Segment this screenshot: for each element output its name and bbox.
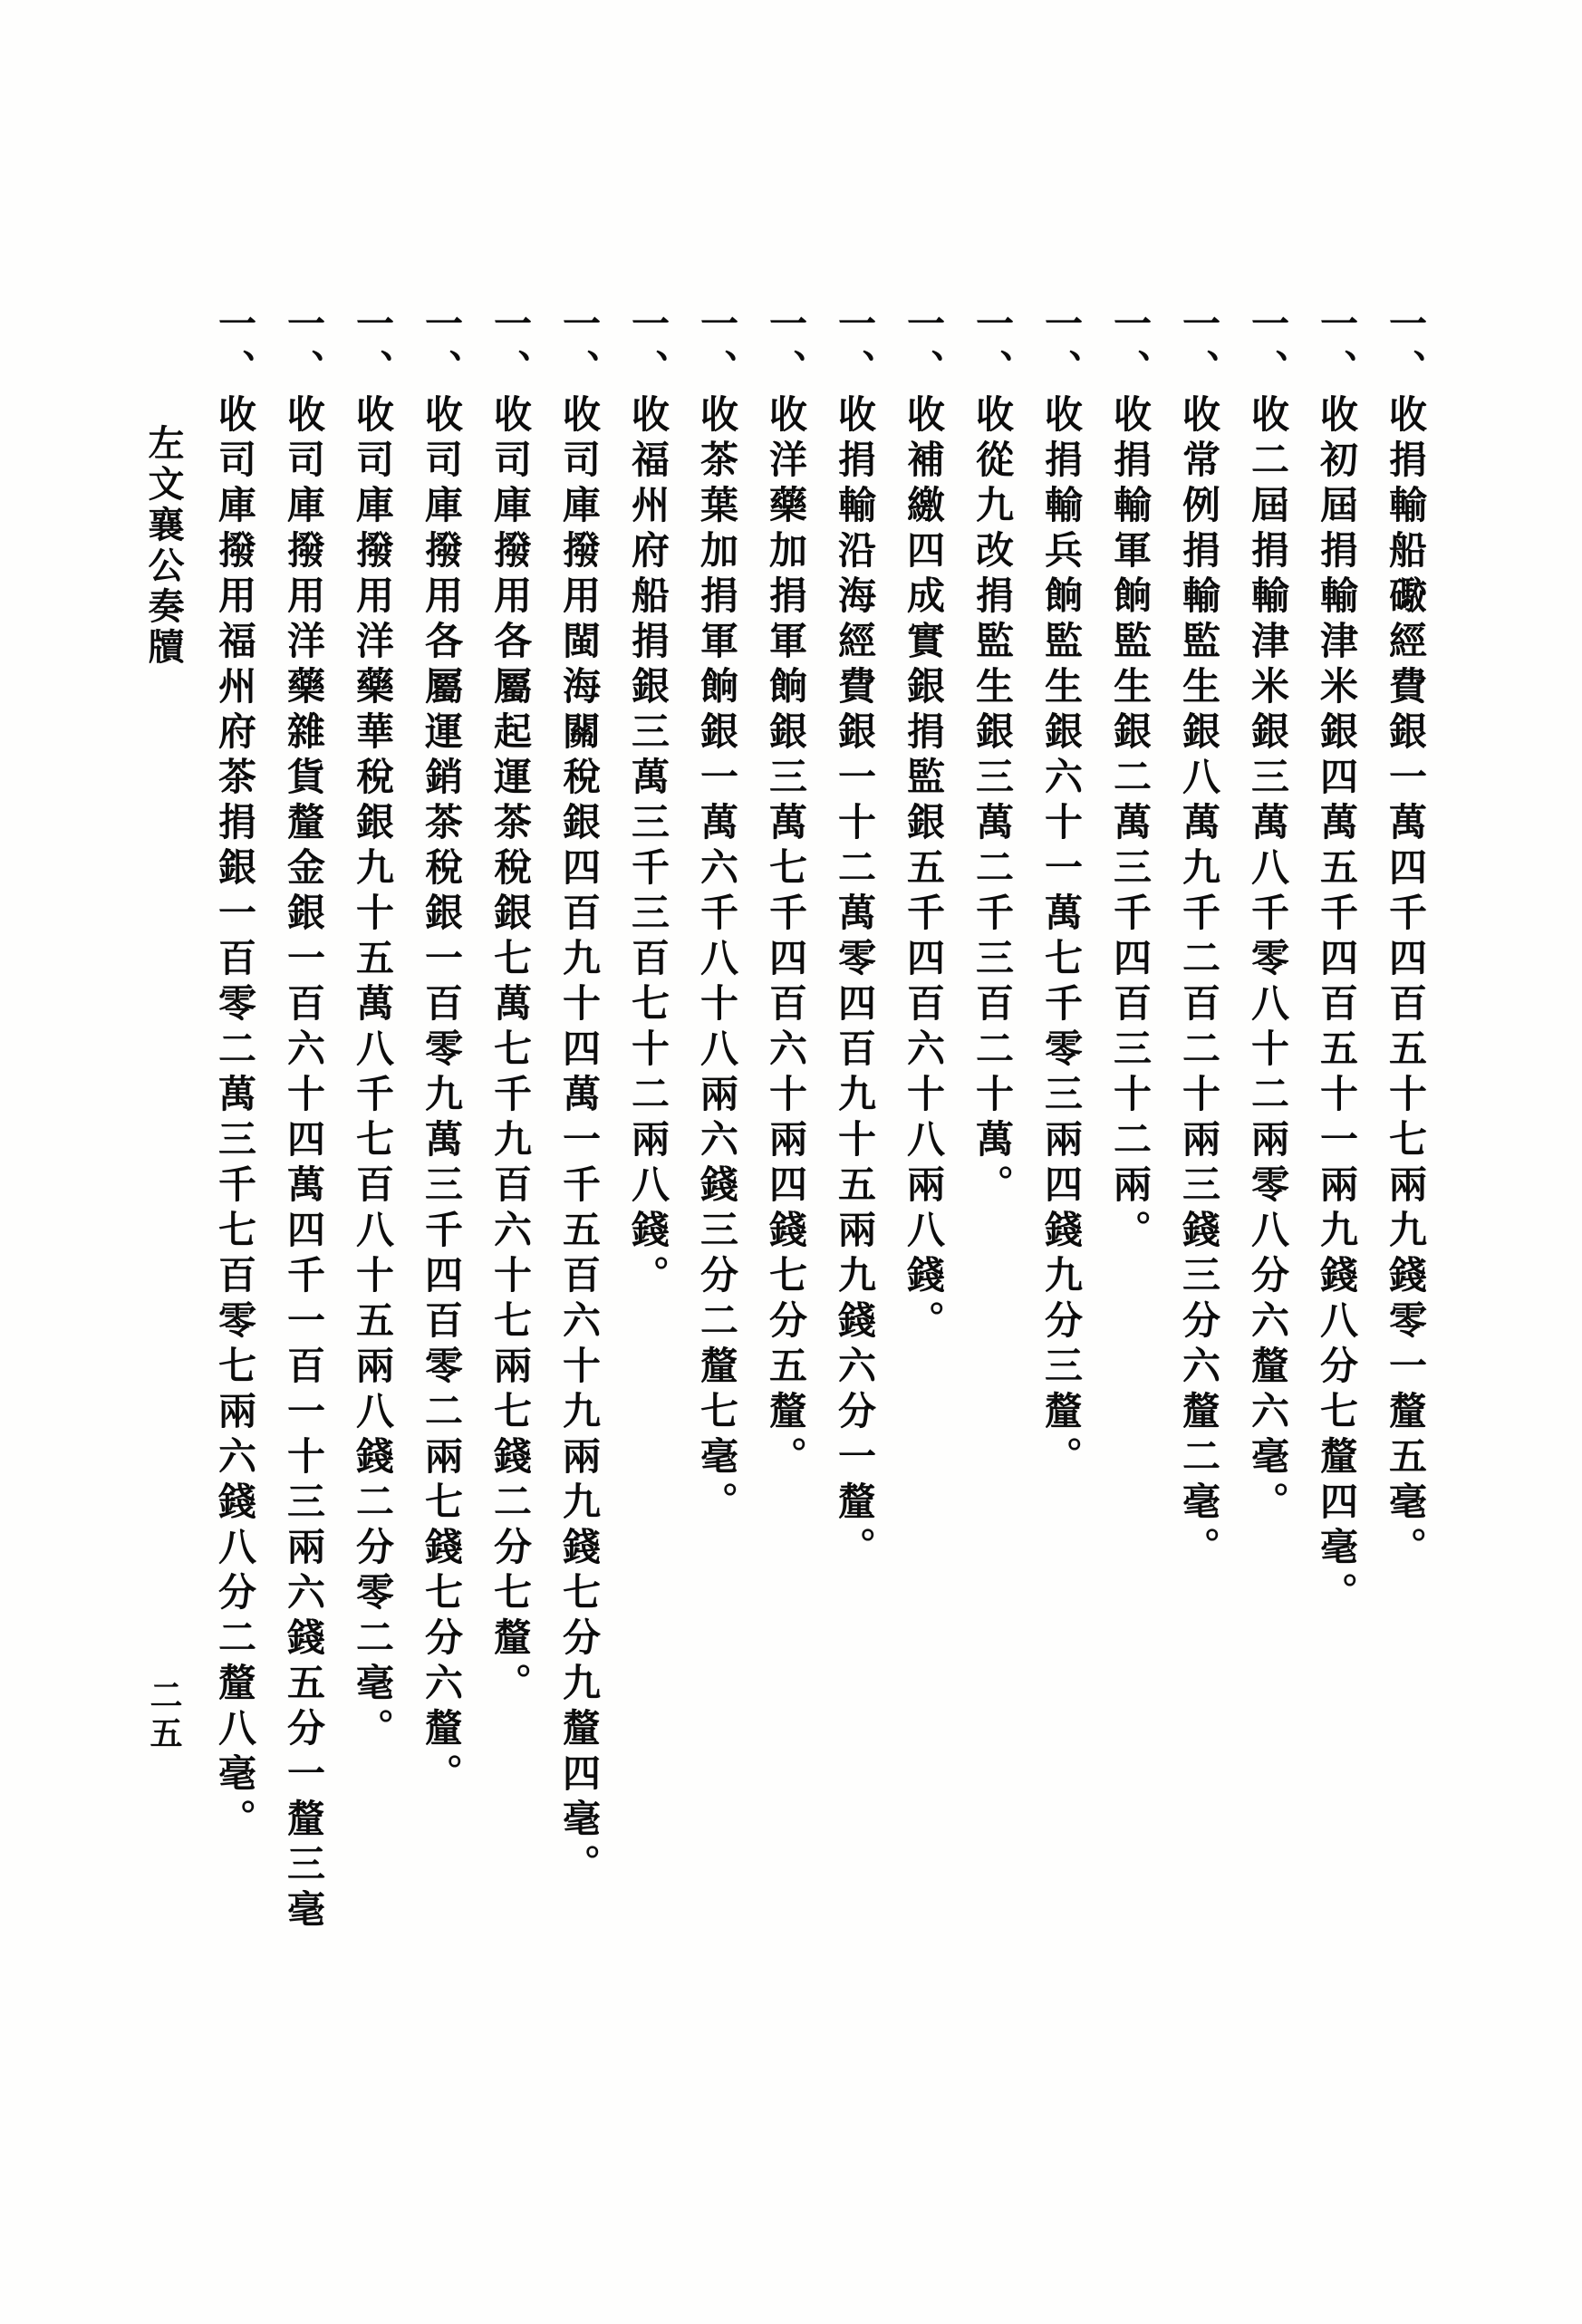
list-item: 一、收捐輸軍餉監生銀二萬三千四百三十二兩。 xyxy=(1108,304,1150,1255)
list-item: 一、收司庫撥用洋藥雜貨釐金銀一百六十四萬四千一百一十三兩六錢五分一釐三毫 xyxy=(282,304,323,1934)
list-item: 一、收二屆捐輸津米銀三萬八千零八十二兩零八分六釐六毫。 xyxy=(1246,304,1288,1527)
receipt-list xyxy=(199,304,1439,2034)
list-item: 一、收洋藥加捐軍餉銀三萬七千四百六十兩四錢七分五釐。 xyxy=(764,304,805,1481)
list-item: 一、收補繳四成實銀捐監銀五千四百六十八兩八錢。 xyxy=(902,304,943,1345)
list-item: 一、收司庫撥用各屬運銷茶稅銀一百零九萬三千四百零二兩七錢七分六釐。 xyxy=(420,304,461,1798)
list-item: 一、收福州府船捐銀三萬三千三百七十二兩八錢。 xyxy=(626,304,668,1300)
list-item: 一、收捐輸沿海經費銀一十二萬零四百九十五兩九錢六分一釐。 xyxy=(833,304,874,1572)
list-item: 一、收司庫撥用福州府茶捐銀一百零二萬三千七百零七兩六錢八分二釐八毫。 xyxy=(213,304,255,1844)
list-item: 一、收茶葉加捐軍餉銀一萬六千八十八兩六錢三分二釐七毫。 xyxy=(695,304,737,1527)
list-item: 一、收捐輸兵餉監生銀六十一萬七千零三兩四錢九分三釐。 xyxy=(1039,304,1081,1481)
list-item: 一、收從九改捐監生銀三萬二千三百二十萬。 xyxy=(970,304,1012,1210)
list-item: 一、收司庫撥用洋藥華稅銀九十五萬八千七百八十五兩八錢二分零二毫。 xyxy=(351,304,392,1753)
list-item: 一、收捐輸船礮經費銀一萬四千四百五十七兩九錢零一釐五毫。 xyxy=(1384,304,1425,1572)
list-item: 一、收初屆捐輸津米銀四萬五千四百五十一兩九錢八分七釐四毫。 xyxy=(1315,304,1356,1617)
page-number: 二五 xyxy=(146,1678,182,1754)
list-item: 一、收常例捐輸監生銀八萬九千二百二十兩三錢三分六釐二毫。 xyxy=(1177,304,1219,1572)
list-item: 一、收司庫撥用閩海關稅銀四百九十四萬一千五百六十九兩九錢七分九釐四毫。 xyxy=(557,304,599,1889)
book-title: 左文襄公奏牘 xyxy=(143,424,184,669)
list-item: 一、收司庫撥用各屬起運茶稅銀七萬七千九百六十七兩七錢二分七釐。 xyxy=(488,304,530,1708)
